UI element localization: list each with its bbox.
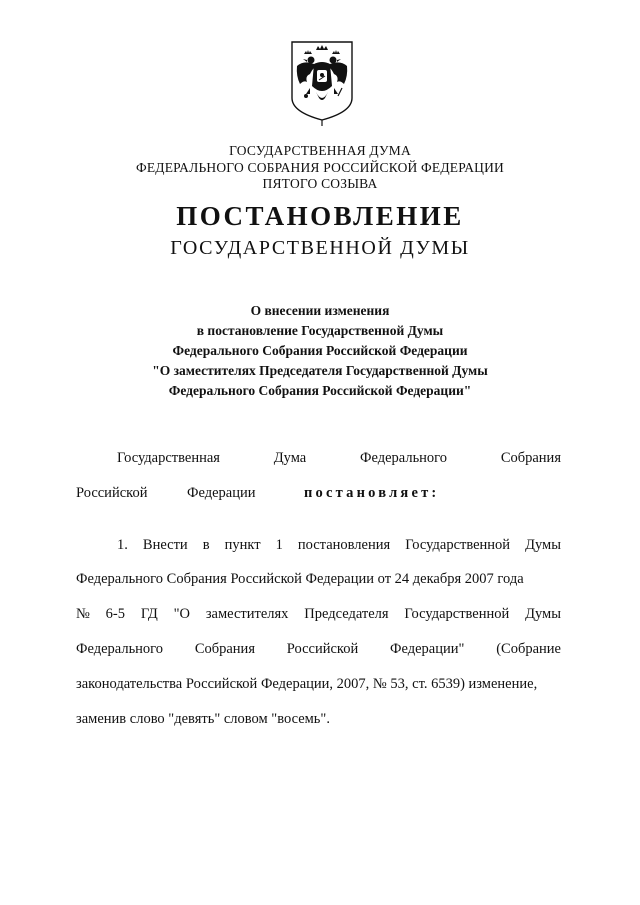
word: (Собрание [496, 641, 561, 657]
document-issuer: ГОСУДАРСТВЕННОЙ ДУМЫ [170, 237, 470, 259]
word: Дума [273, 450, 307, 466]
word: Российской [286, 641, 359, 657]
word: в [202, 537, 210, 553]
body-line-2: Федерального Собрания Российской Федерации от 24 декабря 2007 года [76, 571, 524, 587]
preamble-line-2-mid: Федерации [187, 485, 256, 501]
subject-line: О внесении изменения [250, 303, 390, 318]
body-line-5: законодательства Российской Федерации, 2007, № 53, ст. 6539) изменение, [76, 676, 538, 692]
word: Думы [525, 537, 561, 553]
subject-line: Федерального Собрания Российской Федерации [172, 343, 468, 358]
word: Председателя [304, 606, 389, 622]
subject-line: Федерального Собрания Российской Федерации" [168, 383, 472, 398]
word: 1. [117, 537, 128, 553]
word: Собрания [194, 641, 255, 657]
word: Государственная [117, 450, 220, 466]
header-line-1: ГОСУДАРСТВЕННАЯ ДУМА [229, 143, 411, 158]
word: 1 [275, 537, 283, 553]
body-line-3 [76, 606, 561, 623]
subject-line: "О заместителях Председателя Государственной Думы [152, 363, 488, 378]
word: пункт [224, 537, 261, 553]
subject-line: в постановление Государственной Думы [196, 323, 444, 338]
word: Федерального [76, 641, 164, 657]
decree-verb: постановляет: [304, 485, 440, 501]
header-line-2: ФЕДЕРАЛЬНОГО СОБРАНИЯ РОССИЙСКОЙ ФЕДЕРАЦИИ [136, 160, 504, 175]
body-line-4 [76, 641, 561, 658]
header-line-3: ПЯТОГО СОЗЫВА [262, 176, 378, 191]
word: Федерального [360, 450, 448, 466]
preamble-line-1 [117, 450, 561, 467]
preamble-line-2-start: Российской [76, 485, 148, 501]
word: Государственной [404, 606, 510, 622]
word: "О [173, 606, 191, 622]
word: Внести [142, 537, 188, 553]
word: заместителях [205, 606, 289, 622]
word: Государственной [405, 537, 511, 553]
word: № [76, 606, 90, 622]
word: постановления [297, 537, 391, 553]
body-line-1 [117, 537, 561, 554]
word: ГД [140, 606, 158, 622]
word: 6-5 [105, 606, 125, 622]
word: Собрания [500, 450, 561, 466]
word: Думы [525, 606, 561, 622]
body-line-6: заменив слово "девять" словом "восемь". [76, 711, 330, 727]
word: Федерации" [390, 641, 465, 657]
document-type: ПОСТАНОВЛЕНИЕ [176, 201, 464, 231]
coat-of-arms-icon [290, 40, 354, 128]
